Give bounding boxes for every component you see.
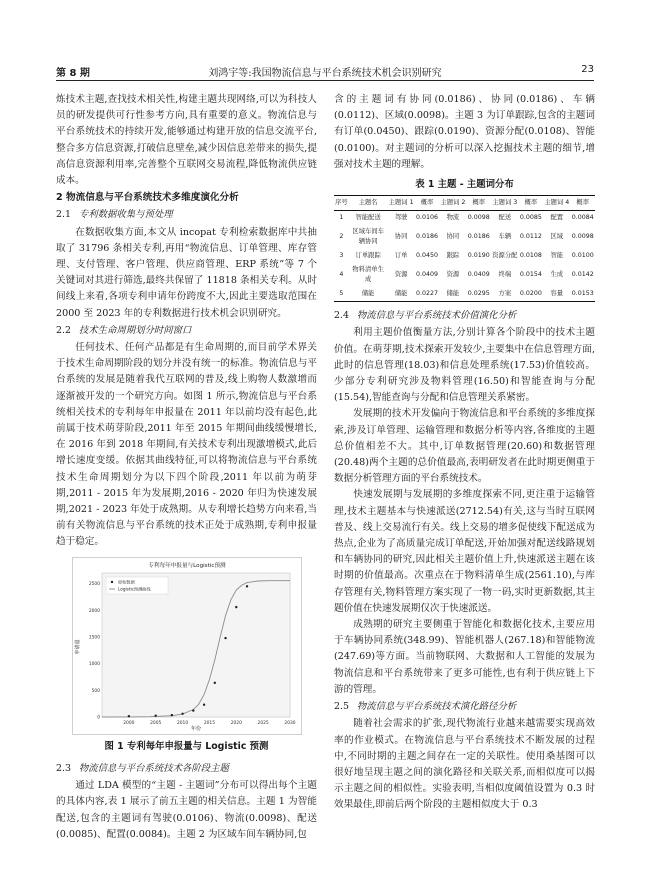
- legend-marker-scatter: [110, 580, 112, 582]
- table-cell: 储能: [361, 290, 375, 298]
- table-cell: 4: [339, 271, 344, 279]
- table-cell: 生成: [550, 271, 564, 279]
- table-cell: 0.0100: [571, 252, 594, 260]
- x-tick-label: 2025: [257, 720, 269, 726]
- section-2-4-paragraph-2: 发展期的技术开发偏向于物流信息和平台系统的多维度探索,涉及订单管理、运输管理和数据分析等内容,各维度的主题总价值相差不大。其中,订单数据管理(20.60)和数据管理(20.48)两个主题的总价值最高,表明研发者在此时期更侧重于数据分析管理方面的平台系统技术。: [334, 408, 595, 485]
- section-2-2-paragraph: 任何技术、任何产品都是有生命周期的,而目前学术界关于技术生命周期阶段的划分并没有统一的标准。物流信息与平台系统的发展是随着我代互联网的普及,线上购物人数激增而逐渐被开发的一个研究方向。如图 1 所示,物流信息与平台系统相关技术的专利每年申报量在 2011 年以前均没有起色,此前属于技术萌芽阶段,2011 年至 2015 年期间曲线缓慢增长,在 2016 年到 2018 年期间,有关技术专利出现激增模式,此后增长速度变缓。依据其曲线特征,可以将物流信息与平台系统技术生命周期划分为以下四个阶段,2011 年以前为萌芽期,2011 - 2015 年为发展期,2016 - 2020 年归为快速发展期,2021 - 2023 年处于成熟期。从专利增长趋势方向来看,当前有关物流信息与平台系统的技术正处于成熟期,专利申报量趋于稳定。: [56, 342, 317, 548]
- table-cell: 0.0112: [519, 233, 542, 241]
- section-2-2-heading: [56, 323, 317, 339]
- table-row: [334, 287, 595, 302]
- chart-legend: [106, 577, 168, 594]
- table-cell: 储能: [446, 290, 460, 298]
- x-tick-label: 2000: [122, 720, 134, 726]
- y-tick-label: 2000: [88, 608, 100, 614]
- table-cell: 0.0295: [467, 290, 490, 298]
- table-body: [334, 211, 595, 302]
- topic-table: [334, 195, 595, 302]
- table-cell: 方案: [498, 290, 512, 298]
- table-cell: 智能配送: [355, 214, 381, 222]
- section-title: 物流信息与平台系统技术演化路径分析: [356, 701, 517, 713]
- table-header-cell: 概率: [524, 199, 538, 207]
- table-cell: 容量: [550, 290, 564, 298]
- section-2-1-paragraph: 在数据收集方面,本文从 incopat 专利检索数据库中共抽取了 31796 条相关专利,再用“物流信息、订单管理、库存管理、支付管理、客户管理、供应商管理、ERP 系统”等 7 个关键词对其进行筛选,最终共保留了 11818 条相关专利。从时间线上来看,各项专利申请年份跨度不大,因此主要选取范围在 2000 至 2023 年的专利数据进行技术机会识别研究。: [56, 226, 317, 319]
- x-tick-label: 2015: [203, 720, 215, 726]
- data-point: [245, 585, 247, 587]
- section-title: 物流信息与平台系统技术各阶段主题: [78, 762, 229, 774]
- table-cell: 0.0154: [519, 271, 542, 279]
- table-header-cell: 主题名: [358, 199, 378, 207]
- section-2-1-heading: [56, 207, 317, 223]
- table-cell: 0.0153: [571, 290, 594, 298]
- table-cell: 协同: [394, 233, 408, 241]
- table-cell: 0.0450: [415, 252, 439, 260]
- table-cell: 物料清单生成: [352, 266, 384, 284]
- data-point: [235, 606, 237, 608]
- y-tick-label: 1000: [88, 661, 100, 667]
- y-tick-label: 0: [96, 715, 100, 721]
- table-cell: 资源分配: [492, 252, 518, 260]
- legend-label-line: Logistic预测曲线: [117, 586, 151, 592]
- table-cell: 终端: [498, 271, 512, 279]
- table-cell: 0.0084: [571, 214, 594, 222]
- table-cell: 3: [339, 252, 344, 260]
- table-cell: 物流: [446, 214, 460, 222]
- section-2-4-paragraph-1: 利用主题价值衡量方法,分别计算各个阶段中的技术主题价值。在萌芽期,技术探索开发较少,主要集中在信息管理方面,此时的信息管理(18.03)和信息处理系统(17.53)价值较高。少部分专利研究涉及物料管理(16.50)和智能查询与分配(15.54),智能查询与分配和信息管理关系紧密。: [334, 327, 595, 404]
- table-cell: 配送: [498, 214, 512, 222]
- chart-axes: [88, 573, 295, 726]
- x-tick-label: 2020: [230, 720, 242, 726]
- running-header: [56, 62, 594, 81]
- table-cell: 订单跟踪: [355, 252, 381, 260]
- data-point: [202, 703, 204, 705]
- continued-paragraph: 含的主题词有协同(0.0186)、协同(0.0186)、车辆(0.0112)、区域(0.0098)。主题 3 为订单跟踪,包含的主题词有订单(0.0450)、跟踪(0.0190)、资源分配(0.0108)、智能(0.0100)。对主题词的分析可以深入挖掘技术主题的细节,增强对技术主题的理解。: [334, 94, 595, 170]
- table-cell: 2: [339, 233, 344, 241]
- table-row: [334, 225, 595, 249]
- table-cell: 区域车间车辆协同: [352, 228, 384, 246]
- table-cell: 0.0409: [415, 271, 439, 279]
- chart-x-label: 年份: [190, 725, 201, 732]
- intro-paragraph: 炼技术主题,查找技术相关性,构建主题共现网络,可以为科技人员的研发提供可行性参考方向,具有重要的意义。物流信息与平台系统技术的持续开发,能够通过构建开放的信息交流平台,整合多方信息资源,打破信息壁垒,减少因信息差带来的损失,提高信息资源利用率,完善整个互联网交易流程,降低物流供应链成本。: [56, 94, 317, 187]
- logistic-chart: [72, 557, 302, 735]
- right-column: [334, 92, 595, 814]
- section-title: 物流信息与平台系统技术价值演化分析: [356, 310, 517, 322]
- section-2-5-paragraph: 随着社会需求的扩张,现代物流行业越来越需要实现高效率的作业模式。在物流信息与平台系统技术不断发展的过程中,不同时期的主题之间存在一定的关联性。使用桑基图可以很好地呈现主题之间的演化路径和关联关系,而相似度可以揭示主题之间的相似性。实验表明,当相似度阈值设置为 0.3 时效果最佳,即前后两个阶段的主题相似度大于 0.3: [334, 718, 595, 811]
- section-title: 专利数据收集与预处理: [78, 209, 173, 221]
- table-1: [334, 177, 595, 302]
- table-header-cell: 概率: [420, 199, 434, 207]
- table-cell: 资源: [394, 271, 408, 279]
- section-number: 2.2: [56, 324, 71, 336]
- section-title: 技术生命周期划分时间窗口: [78, 324, 192, 336]
- table-cell: 储能: [394, 290, 408, 298]
- table-cell: 0.0108: [519, 252, 542, 260]
- section-number: 2.1: [56, 209, 71, 221]
- issue-label: 第 8 期: [56, 68, 90, 79]
- table-cell: 配置: [550, 214, 564, 222]
- table-cell: 区域: [550, 233, 564, 241]
- figure-1: [56, 557, 317, 755]
- data-point: [127, 715, 129, 717]
- table-cell: 0.0098: [467, 214, 490, 222]
- table-cell: 0.0227: [415, 290, 439, 298]
- table-cell: 智能: [550, 252, 564, 260]
- plot-area: [102, 573, 290, 717]
- figure-1-caption: 图 1 专利每年申报量与 Logistic 预测: [104, 740, 269, 752]
- data-point: [224, 637, 226, 639]
- data-point: [170, 714, 172, 716]
- table-cell: 0.0085: [519, 214, 542, 222]
- running-title: 刘鸿宇等:我国物流信息与平台系统技术机会识别研究: [208, 68, 442, 79]
- table-row: [334, 263, 595, 287]
- table-header-cell: 主题词 4: [544, 199, 570, 207]
- x-tick-label: 2005: [149, 720, 161, 726]
- table-cell: 0.0142: [571, 271, 594, 279]
- page-number: 23: [581, 64, 594, 75]
- y-tick-label: 1500: [88, 635, 100, 641]
- x-tick-label: 2010: [176, 720, 188, 726]
- table-cell: 资源: [446, 271, 460, 279]
- data-point: [192, 709, 194, 711]
- section-2-3-paragraph: 通过 LDA 模型的“主题 - 主题词”分布可以得出每个主题的具体内容,表 1 展示了前五主题的相关信息。主题 1 为智能配送,包含的主题词有驾驶(0.0106)、物流(0.0098)、配送(0.0085)、配置(0.0084)。主题 2 为区域车间车辆协同,包: [56, 780, 317, 840]
- chart-title: 专利每年申报量与Logistic预测: [147, 562, 226, 569]
- table-header-cell: 序号: [335, 199, 348, 207]
- table-row: [334, 249, 595, 263]
- section-2-5-heading: [334, 699, 595, 715]
- left-column: [56, 92, 317, 843]
- table-header-row: [334, 196, 595, 211]
- data-point: [213, 681, 215, 683]
- section-number: 2.3: [56, 762, 71, 774]
- table-header-cell: 主题词 2: [440, 199, 466, 207]
- table-cell: 车辆: [498, 233, 512, 241]
- y-tick-label: 2500: [88, 581, 100, 587]
- section-2-heading: 2 物流信息与平台系统技术多维度演化分析: [56, 192, 239, 204]
- table-1-caption: 表 1 主题 - 主题词分布: [415, 179, 514, 191]
- section-2-3-heading: [56, 761, 317, 777]
- table-row: [334, 211, 595, 226]
- data-point: [154, 714, 156, 716]
- table-cell: 0.0409: [467, 271, 490, 279]
- y-tick-label: 500: [91, 688, 100, 694]
- table-cell: 驾驶: [394, 214, 408, 222]
- legend-label-scatter: 原始数据: [117, 579, 135, 585]
- table-header-cell: 主题词 3: [492, 199, 518, 207]
- table-cell: 协同: [446, 233, 460, 241]
- table-header-cell: 主题词 1: [388, 199, 414, 207]
- table-header-cell: 概率: [472, 199, 486, 207]
- section-2-4-paragraph-4: 成熟期的研究主要侧重于智能化和数据化技术,主要应用于车辆协同系统(348.99)、智能机器人(267.18)和智能物流(247.69)等方面。当前物联网、大数据和人工智能的发展为物流信息和平台系统带来了更多可能性,也有利于供应链上下游的管理。: [334, 619, 595, 695]
- table-cell: 0.0186: [415, 233, 439, 241]
- table-cell: 订单: [394, 252, 408, 260]
- table-cell: 0.0186: [467, 233, 490, 241]
- table-cell: 0.0098: [571, 233, 594, 241]
- section-2-4-heading: [334, 308, 595, 324]
- section-number: 2.5: [334, 701, 349, 713]
- section-number: 2.4: [334, 310, 349, 322]
- table-cell: 1: [339, 214, 344, 222]
- data-point: [181, 712, 183, 714]
- table-cell: 0.0106: [415, 214, 439, 222]
- table-cell: 0.0200: [519, 290, 542, 298]
- section-2-4-paragraph-3: 快速发展期与发展期的多维度探索不同,更注重于运输管理,技术主题基本与快速派送(2712.54)有关,这与当时互联网普及、线上交易流行有关。线上交易的增多促使线下配送成为热点,企业为了高质量完成订单配送,开始加强对配送线路规划和车辆协同的研究,因此相关主题价值上升,快速派送主题在该时期的价值最高。次重点在于物料清单生成(2561.10),与库存管理有关,物料管理方案实现了一物一码,实时更新数据,其主题价值在快速发展期仅次于快速派送。: [334, 489, 595, 614]
- table-cell: 5: [339, 290, 344, 298]
- x-tick-label: 2030: [283, 720, 296, 726]
- chart-y-label: 申请量: [74, 639, 81, 655]
- table-cell: 0.0190: [467, 252, 490, 260]
- table-header-cell: 概率: [576, 199, 590, 207]
- table-cell: 跟踪: [446, 252, 460, 260]
